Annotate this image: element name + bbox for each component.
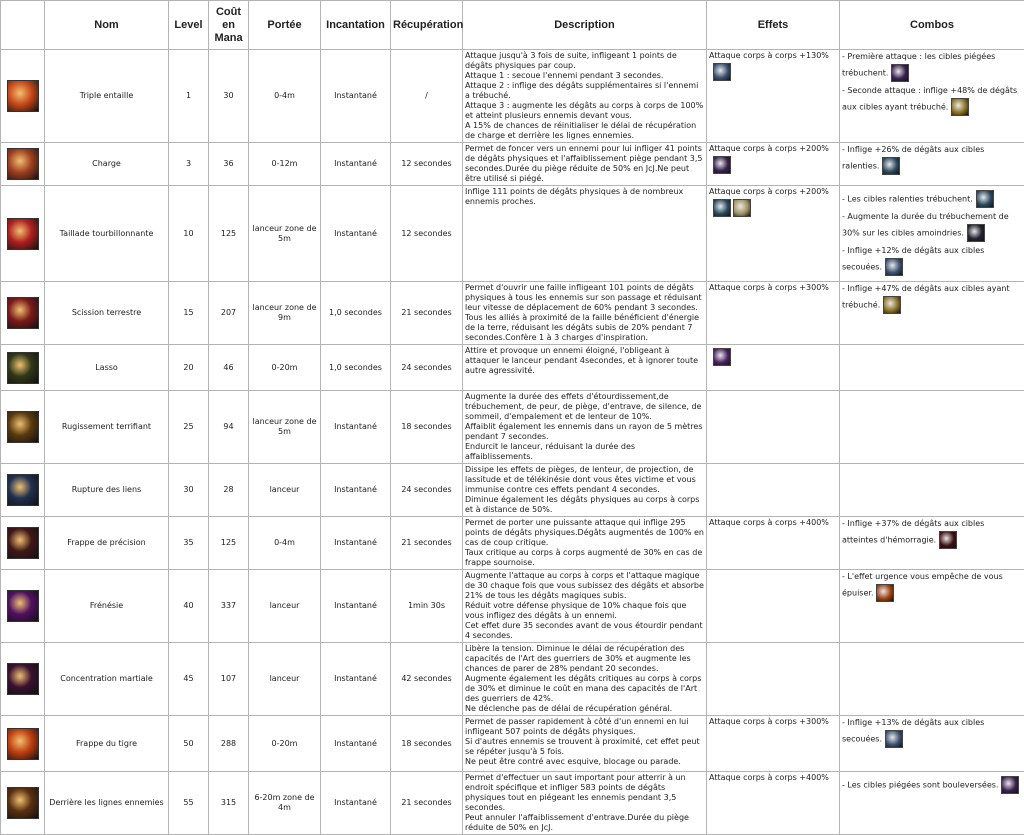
skill-name: Taillade tourbillonnante <box>45 186 169 282</box>
skill-level: 15 <box>169 282 209 345</box>
roar-icon <box>7 411 39 443</box>
skill-cooldown: 18 secondes <box>391 716 463 772</box>
whirl-icon <box>7 218 39 250</box>
skill-name: Rugissement terrifiant <box>45 391 169 464</box>
skill-mana-cost: 315 <box>209 772 249 835</box>
skill-range: lanceur <box>249 643 321 716</box>
skill-mana-cost: 207 <box>209 282 249 345</box>
skill-effects-cell <box>707 50 840 143</box>
combo-text: - Première attaque : les cibles piégées trébuchent. <box>842 52 995 78</box>
skill-effects-cell <box>707 643 840 716</box>
combo-text: - Inflige +47% de dégâts aux cibles ayant trébuché. <box>842 284 1010 310</box>
skill-combos-cell <box>840 570 1024 643</box>
skill-combos-cell <box>840 517 1024 570</box>
skill-description: Attaque jusqu'à 3 fois de suite, infligeant 1 points de dégâts physiques par coup. Attaque 1 : secoue l'ennemi pendant 3 secondes. Attaque 2 : inflige des dégâts supplémentaires si l'ennemi a trébuché. Attaque 3 : augmente les dégâts au corps à corps de 100% et atteint plusieurs ennemis devant vous. A 15% de chances de réinitialiser le délai de récupération de charge et derrière les lignes ennemies. <box>463 50 707 143</box>
skill-effects-cell <box>707 517 840 570</box>
skill-cooldown: 1min 30s <box>391 570 463 643</box>
skill-cast-time: Instantané <box>321 772 391 835</box>
skill-cooldown: 21 secondes <box>391 517 463 570</box>
skill-level: 25 <box>169 391 209 464</box>
skill-row <box>1 391 1024 464</box>
skill-cooldown: 21 secondes <box>391 282 463 345</box>
skill-effects-text: Attaque corps à corps +200% <box>709 187 837 197</box>
skill-effects-cell <box>707 716 840 772</box>
skill-effects-cell <box>707 570 840 643</box>
combo-entry <box>842 718 1022 750</box>
skill-row <box>1 464 1024 517</box>
skill-level: 10 <box>169 186 209 282</box>
header-row <box>1 1 1024 50</box>
header-cout: Coût en Mana <box>209 1 249 50</box>
skill-name: Frénésie <box>45 570 169 643</box>
skill-cooldown: 12 secondes <box>391 143 463 186</box>
combo-text: - Les cibles ralenties trébuchent. <box>842 195 973 204</box>
skill-description: Permet d'ouvrir une faille infligeant 101 points de dégâts physiques à tous les ennemis sur son passage et réduisant leur vitesse de déplacement de 60% pendant 3 secondes. Tous les alliés à proximité de la faille bénéficient d'énergie de la terre, réduisant les dégâts subis de 20% pendant 7 secondes.Confère 1 à 3 charges d'inspiration. <box>463 282 707 345</box>
skill-icon-cell <box>1 772 45 835</box>
skill-icon-cell <box>1 345 45 391</box>
skill-mana-cost: 46 <box>209 345 249 391</box>
martial-focus-icon <box>7 663 39 695</box>
skill-icon-cell <box>1 570 45 643</box>
skill-cooldown: 18 secondes <box>391 391 463 464</box>
combo-entry <box>842 52 1022 84</box>
skill-cast-time: Instantané <box>321 464 391 517</box>
combo-icon <box>976 190 994 208</box>
combo-entry <box>842 774 1022 796</box>
skill-effects-cell <box>707 345 840 391</box>
effect-icon <box>713 63 731 81</box>
skill-row <box>1 517 1024 570</box>
skill-effects-cell <box>707 186 840 282</box>
skill-name: Derrière les lignes ennemies <box>45 772 169 835</box>
skill-effects-cell <box>707 464 840 517</box>
effect-icon <box>713 199 731 217</box>
skill-effects-cell <box>707 391 840 464</box>
skill-level: 20 <box>169 345 209 391</box>
skill-row <box>1 50 1024 143</box>
skill-range: lanceur zone de 9m <box>249 282 321 345</box>
skill-name: Rupture des liens <box>45 464 169 517</box>
combo-icon <box>967 224 985 242</box>
skill-description: Permet d'effectuer un saut important pour atterrir à un endroit spécifique et infliger 583 points de dégâts physiques tout en piégeant les ennemis pendant 3,5 secondes. Peut annuler l'affaiblissement d'entrave.Durée du piège réduite de 50% en JcJ. <box>463 772 707 835</box>
skill-cast-time: Instantané <box>321 391 391 464</box>
combo-entry <box>842 284 1022 316</box>
skill-icon-cell <box>1 464 45 517</box>
skill-cast-time: Instantané <box>321 143 391 186</box>
combo-icon <box>883 296 901 314</box>
skill-name: Scission terrestre <box>45 282 169 345</box>
skill-cooldown: 21 secondes <box>391 772 463 835</box>
skill-combos-cell <box>840 643 1024 716</box>
skill-combos-cell <box>840 282 1024 345</box>
skill-range: 0-4m <box>249 517 321 570</box>
combo-entry <box>842 145 1022 177</box>
header-nom: Nom <box>45 1 169 50</box>
skill-range: 0-20m <box>249 345 321 391</box>
combo-icon <box>1001 776 1019 794</box>
skill-combos-cell <box>840 186 1024 282</box>
header-recuperation: Récupération <box>391 1 463 50</box>
combo-icon <box>885 258 903 276</box>
skill-row <box>1 643 1024 716</box>
skill-effects-cell <box>707 282 840 345</box>
skill-effects-cell <box>707 772 840 835</box>
combo-entry <box>842 86 1022 118</box>
frenzy-icon <box>7 590 39 622</box>
skill-cooldown: 42 secondes <box>391 643 463 716</box>
combo-icon <box>876 584 894 602</box>
skill-cooldown: 12 secondes <box>391 186 463 282</box>
combo-text: - L'effet urgence vous empêche de vous épuiser. <box>842 572 1003 598</box>
skill-row <box>1 716 1024 772</box>
skill-level: 1 <box>169 50 209 143</box>
skill-range: 0-4m <box>249 50 321 143</box>
combo-icon <box>882 157 900 175</box>
effect-icon <box>713 156 731 174</box>
skill-range: lanceur <box>249 570 321 643</box>
skill-cooldown: 24 secondes <box>391 345 463 391</box>
skill-cast-time: 1,0 secondes <box>321 345 391 391</box>
skill-icon-cell <box>1 391 45 464</box>
header-incantation: Incantation <box>321 1 391 50</box>
skill-range: 0-20m <box>249 716 321 772</box>
skill-combos-cell <box>840 345 1024 391</box>
skill-name: Concentration martiale <box>45 643 169 716</box>
skill-range: lanceur zone de 5m <box>249 186 321 282</box>
combo-entry <box>842 188 1022 210</box>
combo-text: - Inflige +13% de dégâts aux cibles secouées. <box>842 718 984 744</box>
skill-row <box>1 570 1024 643</box>
skill-combos-cell <box>840 143 1024 186</box>
skill-mana-cost: 107 <box>209 643 249 716</box>
skill-icon-cell <box>1 186 45 282</box>
skill-cast-time: 1,0 secondes <box>321 282 391 345</box>
skill-name: Triple entaille <box>45 50 169 143</box>
skill-effects-text: Attaque corps à corps +300% <box>709 283 837 293</box>
skill-mana-cost: 30 <box>209 50 249 143</box>
combo-icon <box>939 531 957 549</box>
combo-entry <box>842 212 1022 244</box>
skill-icon-cell <box>1 517 45 570</box>
header-level: Level <box>169 1 209 50</box>
skill-name: Frappe de précision <box>45 517 169 570</box>
skill-description: Libère la tension. Diminue le délai de récupération des capacités de l'Art des guerriers de 30% et augmente les chances de parer de 28% pendant 20 secondes. Augmente également les dégâts critiques au corps à corps de 30% et diminue le coût en mana des capacités de l'Art des guerriers de 42%. Ne déclenche pas de délai de récupération général. <box>463 643 707 716</box>
skill-level: 55 <box>169 772 209 835</box>
triple-slash-icon <box>7 80 39 112</box>
combo-entry <box>842 572 1022 604</box>
skill-combos-cell <box>840 391 1024 464</box>
skill-description: Dissipe les effets de pièges, de lenteur, de projection, de lassitude et de télékinésie dont vous êtes victime et vous immunise contre ces effets pendant 4 secondes. Diminue également les dégâts physiques au corps à corps et à distance de 50%. <box>463 464 707 517</box>
skill-level: 40 <box>169 570 209 643</box>
tiger-strike-icon <box>7 728 39 760</box>
skill-level: 50 <box>169 716 209 772</box>
skill-level: 30 <box>169 464 209 517</box>
skill-cast-time: Instantané <box>321 517 391 570</box>
skill-row <box>1 345 1024 391</box>
precision-strike-icon <box>7 527 39 559</box>
skill-mana-cost: 337 <box>209 570 249 643</box>
skill-description: Permet de porter une puissante attaque qui inflige 295 points de dégâts physiques.Dégâts augmentés de 100% en cas de coup critique. Taux critique au corps à corps augmenté de 30% en cas de frappe sournoise. <box>463 517 707 570</box>
skill-icon-cell <box>1 282 45 345</box>
effect-icon <box>713 348 731 366</box>
combo-entry <box>842 246 1022 278</box>
skill-description: Inflige 111 points de dégâts physiques à de nombreux ennemis proches. <box>463 186 707 282</box>
skill-cast-time: Instantané <box>321 643 391 716</box>
break-bonds-icon <box>7 474 39 506</box>
skill-cast-time: Instantané <box>321 716 391 772</box>
skill-cast-time: Instantané <box>321 50 391 143</box>
skill-row <box>1 772 1024 835</box>
skill-name: Frappe du tigre <box>45 716 169 772</box>
skill-row <box>1 143 1024 186</box>
skill-combos-cell <box>840 50 1024 143</box>
skill-description: Permet de foncer vers un ennemi pour lui infliger 41 points de dégâts physiques et l'affaiblissement piège pendant 3,5 secondes.Durée du piège réduite de 50% en JcJ.Ne peut être utilisé si piégé. <box>463 143 707 186</box>
combo-icon <box>885 730 903 748</box>
skill-effects-text: Attaque corps à corps +400% <box>709 773 837 783</box>
combo-icon <box>951 98 969 116</box>
skill-description: Augmente la durée des effets d'étourdissement,de trébuchement, de peur, de piège, d'entrave, de silence, de sommeil, d'empalement et de lenteur de 10%. Affaiblit également les ennemis dans un rayon de 5 mètres pendant 7 secondes. Endurcit le lanceur, réduisant la durée des affaiblissements. <box>463 391 707 464</box>
header-combos: Combos <box>840 1 1024 50</box>
skill-icon-cell <box>1 50 45 143</box>
skill-cast-time: Instantané <box>321 570 391 643</box>
skill-effects-text: Attaque corps à corps +400% <box>709 518 837 528</box>
combo-text: - Inflige +37% de dégâts aux cibles atteintes d'hémorragie. <box>842 519 984 545</box>
combo-text: - Inflige +12% de dégâts aux cibles secouées. <box>842 246 984 272</box>
combo-text: - Les cibles piégées sont bouleversées. <box>842 781 998 790</box>
skill-level: 45 <box>169 643 209 716</box>
skill-level: 3 <box>169 143 209 186</box>
earth-split-icon <box>7 297 39 329</box>
skill-effects-text: Attaque corps à corps +130% <box>709 51 837 61</box>
header-portee: Portée <box>249 1 321 50</box>
combo-text: - Inflige +26% de dégâts aux cibles ralenties. <box>842 145 984 171</box>
skill-icon-cell <box>1 716 45 772</box>
skill-effects-text: Attaque corps à corps +300% <box>709 717 837 727</box>
skill-icon-cell <box>1 643 45 716</box>
lasso-icon <box>7 352 39 384</box>
skill-mana-cost: 36 <box>209 143 249 186</box>
skill-effects-text: Attaque corps à corps +200% <box>709 144 837 154</box>
combo-icon <box>891 64 909 82</box>
header-icon <box>1 1 45 50</box>
skill-range: 0-12m <box>249 143 321 186</box>
skill-name: Lasso <box>45 345 169 391</box>
skill-cooldown: 24 secondes <box>391 464 463 517</box>
skill-effects-cell <box>707 143 840 186</box>
skill-cooldown: / <box>391 50 463 143</box>
header-effets: Effets <box>707 1 840 50</box>
skill-description: Attire et provoque un ennemi éloigné, l'obligeant à attaquer le lanceur pendant 4secondes, et à ignorer toute autre agressivité. <box>463 345 707 391</box>
skill-mana-cost: 125 <box>209 517 249 570</box>
skill-row <box>1 186 1024 282</box>
behind-lines-icon <box>7 787 39 819</box>
skill-combos-cell <box>840 772 1024 835</box>
skill-range: lanceur zone de 5m <box>249 391 321 464</box>
skill-combos-cell <box>840 716 1024 772</box>
skill-range: lanceur <box>249 464 321 517</box>
skill-range: 6-20m zone de 4m <box>249 772 321 835</box>
skill-description: Augmente l'attaque au corps à corps et l'attaque magique de 30 chaque fois que vous subissez des dégâts et absorbe 21% de tous les dégâts magiques subis. Réduit votre défense physique de 10% chaque fois que vous infligez des dégâts à un ennemi. Cet effet dure 35 secondes avant de vous étourdir pendant 4 secondes. <box>463 570 707 643</box>
combo-text: - Seconde attaque : inflige +48% de dégâts aux cibles ayant trébuché. <box>842 86 1017 112</box>
skill-level: 35 <box>169 517 209 570</box>
skill-row <box>1 282 1024 345</box>
skill-mana-cost: 288 <box>209 716 249 772</box>
skill-description: Permet de passer rapidement à côté d'un ennemi en lui infligeant 507 points de dégâts physiques. Si d'autres ennemis se trouvent à proximité, cet effet peut se répéter jusqu'à 5 fois. Ne peut être contré avec esquive, blocage ou parade. <box>463 716 707 772</box>
combo-entry <box>842 519 1022 551</box>
skill-name: Charge <box>45 143 169 186</box>
skill-mana-cost: 125 <box>209 186 249 282</box>
skill-combos-cell <box>840 464 1024 517</box>
header-description: Description <box>463 1 707 50</box>
skill-cast-time: Instantané <box>321 186 391 282</box>
effect-icon <box>733 199 751 217</box>
charge-icon <box>7 148 39 180</box>
skill-icon-cell <box>1 143 45 186</box>
skill-mana-cost: 94 <box>209 391 249 464</box>
combo-text: - Augmente la durée du trébuchement de 30% sur les cibles amoindries. <box>842 212 1009 238</box>
skill-mana-cost: 28 <box>209 464 249 517</box>
